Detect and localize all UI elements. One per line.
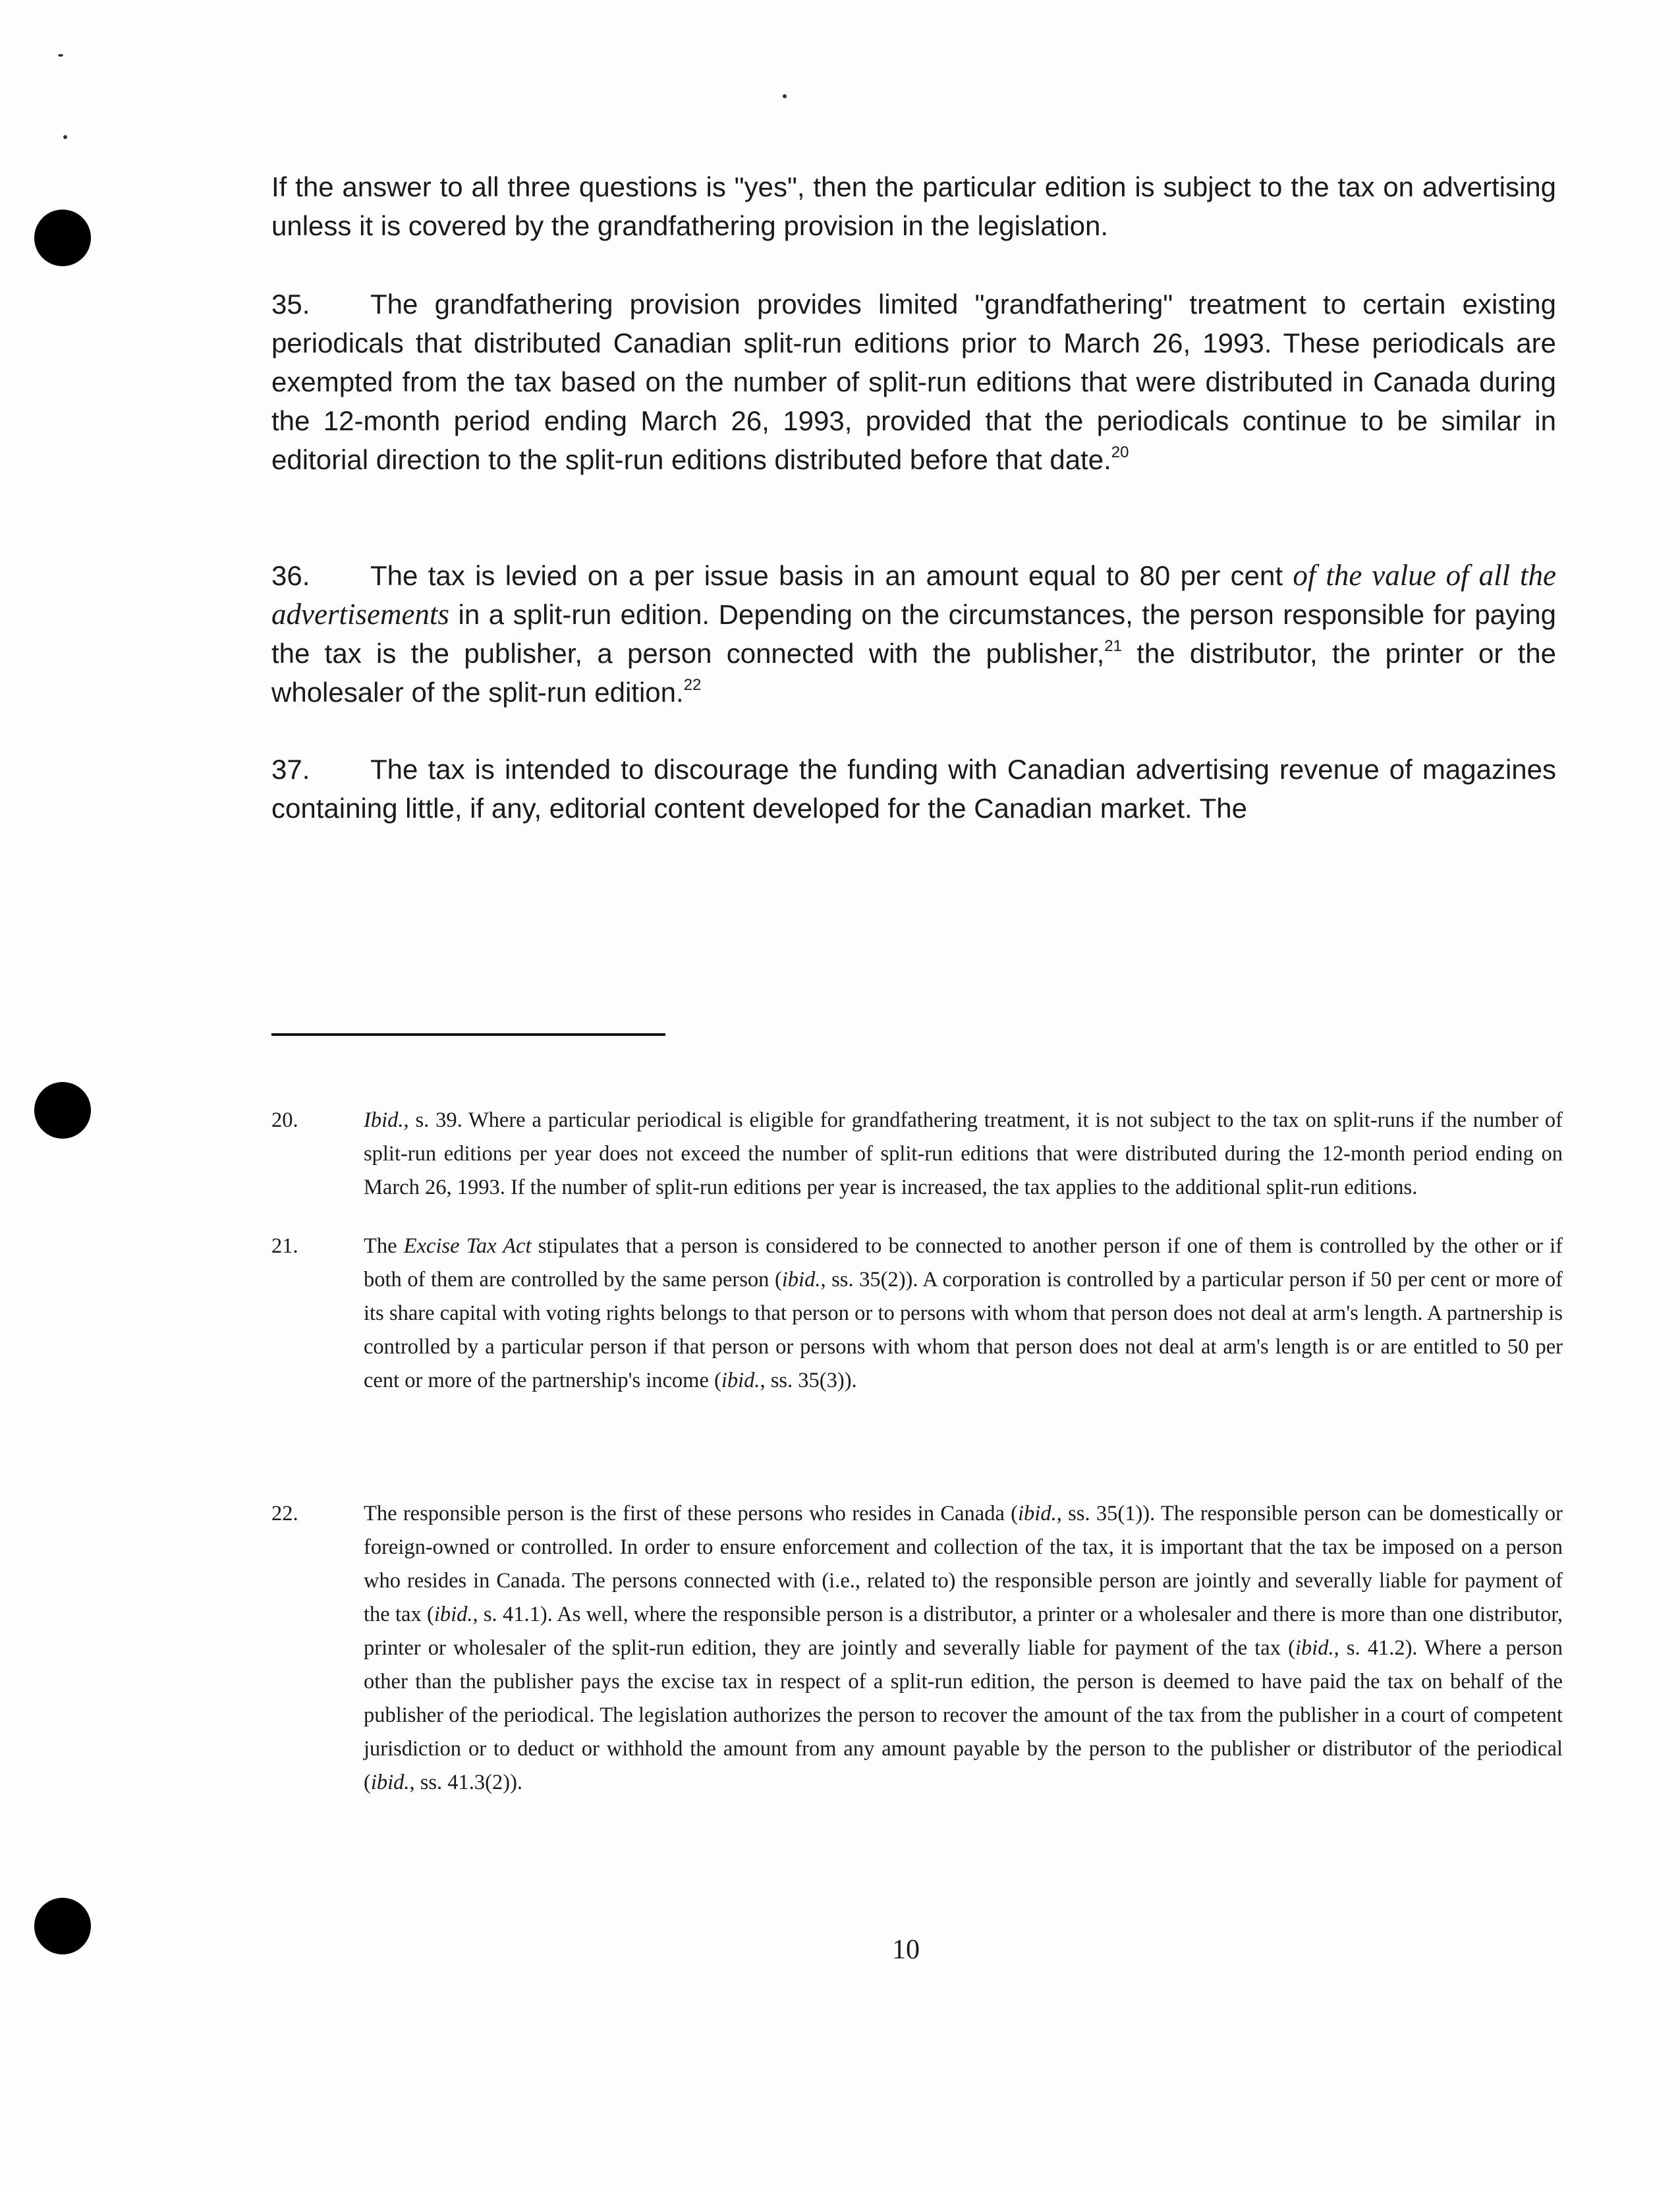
punch-hole-middle [34,1082,91,1139]
emphasis-text: of the value of all the advertisements [271,559,1556,631]
paragraph-number: 37. [271,754,310,785]
footnote-ref-20: 20 [1111,443,1129,461]
footnote-number: 20. [271,1108,298,1132]
punch-hole-top [34,210,91,266]
page-number: 10 [892,1935,920,1965]
footnote-ref-21: 21 [1104,637,1122,655]
paragraph-37: 37. The tax is intended to discourage the funding with Canadian advertising revenue of magazines containing little, if any, editorial content developed for the Canadian market. The [271,750,1556,828]
scan-speck [58,54,63,57]
footnote-21: 21. The Excise Tax Act stipulates that a person is considered to be connected to another person if one of them is controlled by the other or if both of them are controlled by the same person (ibid., ss. 35(2)). A corporation is controlled by a particular person if 50 per cent or more of its share capital with voting rights belongs to that person or to persons with whom that person does not deal at arm's length. A partnership is controlled by a particular person if that person or persons with whom that person does not deal at arm's length is or are entitled to 50 per cent or more of the partnership's income (ibid., ss. 35(3)). [271,1230,1563,1398]
paragraph-number: 36. [271,560,310,591]
footnote-20: 20. Ibid., s. 39. Where a particular periodical is eligible for grandfathering treatment, it is not subject to the tax on split-runs if the number of split-run editions per year does not exceed the number of split-run editions that were distributed during the 12-month period ending on March 26, 1993. If the number of split-run editions per year is increased, the tax applies to the additional split-run editions. [271,1104,1563,1205]
footnote-separator [271,1033,665,1036]
paragraph-number: 35. [271,289,310,320]
footnote-number: 22. [271,1502,298,1525]
paragraph-35: 35. The grandfathering provision provides limited "grandfathering" treatment to certain existing periodicals that distributed Canadian split-run editions prior to March 26, 1993. These periodicals are exempted from the tax based on the number of split-run editions that were distributed in Canada during the 12-month period ending March 26, 1993, provided that the periodicals continue to be similar in editorial direction to the split-run editions distributed before that date.$^{20}$ [271,285,1556,479]
footnote-ref-22: 22 [683,676,702,694]
scan-speck [783,94,787,98]
footnote-number: 21. [271,1234,298,1258]
scan-speck [63,135,67,139]
footnote-22: 22. The responsible person is the first of these persons who resides in Canada (ibid., ss. 35(1)). The responsible person can be domestically or foreign-owned or controlled. In order to ensure enforcement and collection of the tax, it is important that the tax be imposed on a person who resides in Canada. The persons connected with (i.e., related to) the responsible person are jointly and severally liable for payment of the tax (ibid., s. 41.1). As well, where the responsible person is a distributor, a printer or a wholesaler and there is more than one distributor, printer or wholesaler of the split-run edition, they are jointly and severally liable for payment of the tax (ibid., s. 41.2). Where a person other than the publisher pays the excise tax in respect of a split-run edition, the person is deemed to have paid the tax on behalf of the publisher of the periodical. The legislation authorizes the person to recover the amount of the tax from the publisher in a court of competent jurisdiction or to deduct or withhold the amount from any amount payable by the person to the publisher or distributor of the periodical (ibid., ss. 41.3(2)). [271,1497,1563,1800]
paragraph-36: 36. The tax is levied on a per issue basis in an amount equal to 80 per cent of the value of all the advertisements in a split-run edition. Depending on the circumstances, the person responsible for paying the tax is the publisher, a person connected with the publisher,$^{21}$ the distributor, the printer or the wholesaler of the split-run edition.$^{22}$ [271,556,1556,712]
intro-paragraph: If the answer to all three questions is "yes", then the particular edition is subject to the tax on advertising unless it is covered by the grandfathering provision in the legislation. [271,171,1556,241]
